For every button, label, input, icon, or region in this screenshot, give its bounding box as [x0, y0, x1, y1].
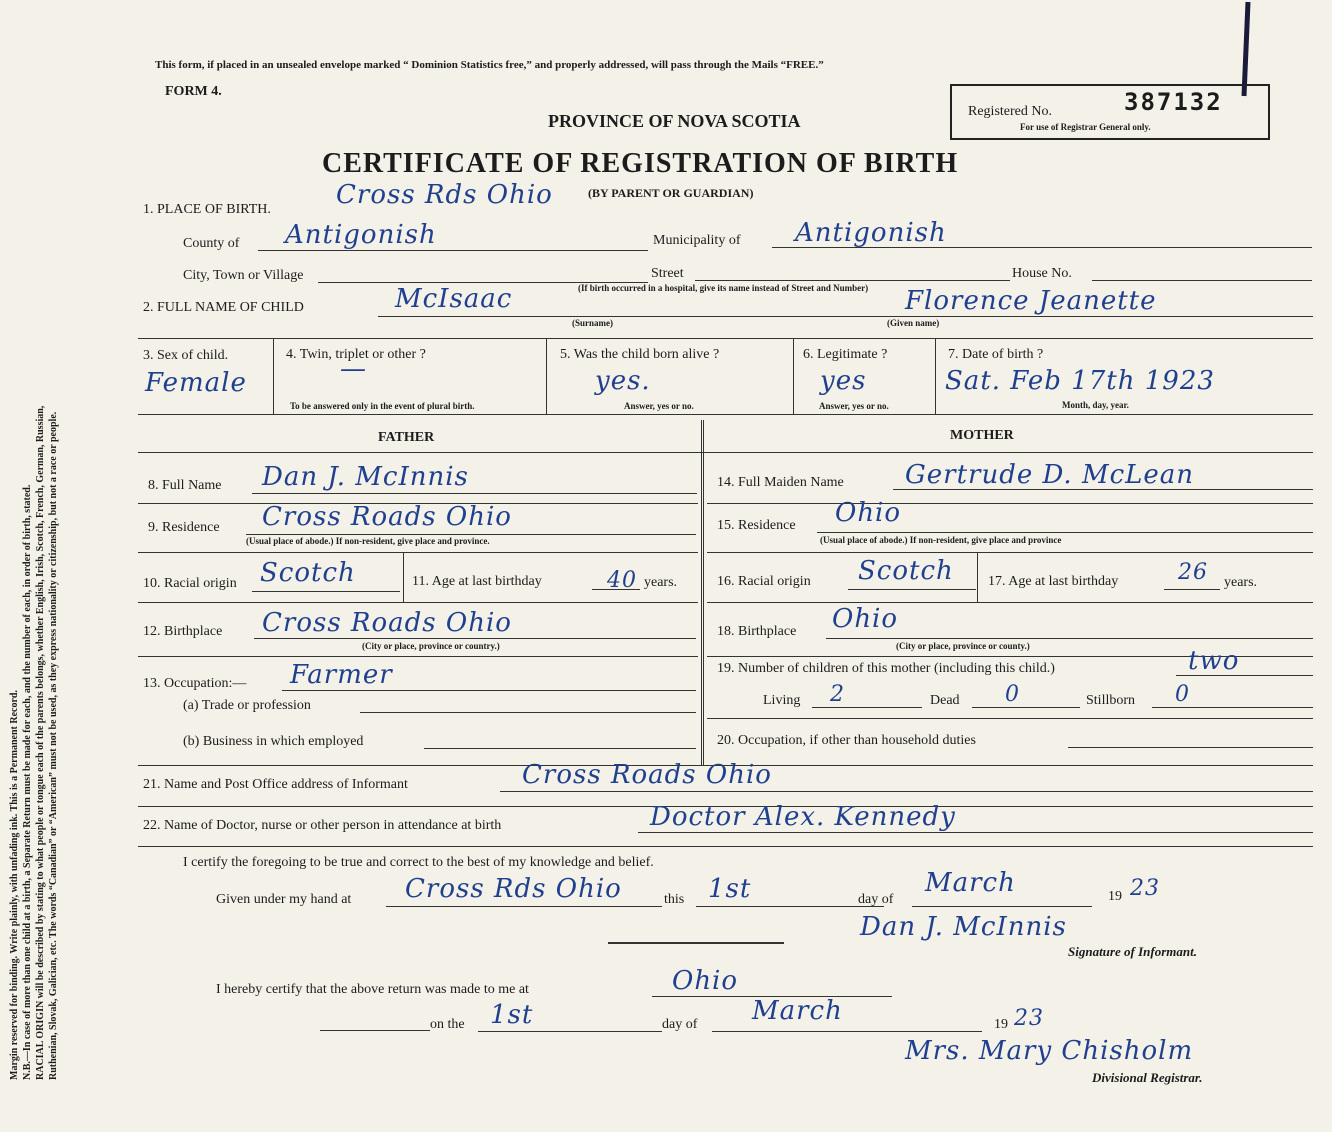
margin-note-4: Ruthenian, Slovak, Galician, etc. The words “Canadian” or “American” must not be used, as they express nationality or citizenship, but not a race or people.: [48, 411, 59, 1080]
stillborn-label: Stillborn: [1086, 693, 1136, 708]
registered-label: Registered No.: [968, 104, 1052, 119]
year-prefix-2: 19: [994, 1017, 1008, 1032]
father-age-value: 40: [607, 568, 637, 593]
returned-day-value: 1st: [490, 1000, 534, 1030]
children-label: 19. Number of children of this mother (including this child.): [717, 661, 1055, 676]
surname-value: McIsaac: [395, 284, 513, 314]
top-notice: This form, if placed in an unsealed envelope marked “ Dominion Statistics free,” and properly addressed, will pass through the Mails “FREE.”: [155, 59, 824, 71]
place-of-birth-value: Cross Rds Ohio: [336, 180, 553, 210]
by-parent: (BY PARENT OR GUARDIAN): [588, 186, 754, 200]
day-of-label: day of: [858, 892, 894, 907]
given-name-label: (Given name): [887, 318, 940, 328]
returned-year-value: 23: [1014, 1006, 1044, 1031]
father-bp-value: Cross Roads Ohio: [262, 608, 512, 638]
father-bp-note: (City or place, province or country.): [362, 641, 500, 651]
mother-name-label: 14. Full Maiden Name: [717, 475, 844, 490]
father-name-label: 8. Full Name: [148, 478, 222, 493]
hospital-note: (If birth occurred in a hospital, give its name instead of Street and Number): [578, 283, 869, 293]
county-label: County of: [183, 236, 240, 251]
street-label: Street: [651, 266, 684, 281]
informant-label: 21. Name and Post Office address of Informant: [143, 777, 408, 792]
father-abode-note: (Usual place of abode.) If non-resident, give place and province.: [246, 536, 490, 546]
hereby-text: I hereby certify that the above return was made to me at: [216, 982, 529, 997]
mother-bp-value: Ohio: [832, 604, 899, 634]
father-bp-label: 12. Birthplace: [143, 624, 223, 639]
full-name-child-label: 2. FULL NAME OF CHILD: [143, 300, 304, 315]
father-years: years.: [644, 575, 678, 590]
day-of-label-2: day of: [662, 1017, 698, 1032]
informant-value: Cross Roads Ohio: [522, 760, 772, 790]
father-occ-label: 13. Occupation:—: [143, 676, 247, 691]
returned-at-value: Ohio: [672, 966, 739, 996]
city-label: City, Town or Village: [183, 268, 304, 283]
margin-note-2: N.B.—In case of more than one child at a birth, a Separate Return must be made for each, and the number of each, in order of birth, stated.: [22, 484, 33, 1080]
given-name-value: Florence Jeanette: [905, 286, 1157, 316]
given-day-value: 1st: [708, 874, 752, 904]
legitimate-value: yes: [820, 366, 867, 396]
mother-heading: MOTHER: [950, 428, 1014, 443]
business-label: (b) Business in which employed: [183, 734, 364, 749]
born-alive-value: yes.: [595, 366, 651, 396]
born-alive-note: Answer, yes or no.: [624, 401, 694, 411]
dob-label: 7. Date of birth ?: [948, 347, 1044, 362]
mother-bp-label: 18. Birthplace: [717, 624, 797, 639]
dob-value: Sat. Feb 17th 1923: [945, 366, 1215, 396]
house-no-label: House No.: [1012, 266, 1072, 281]
mother-race-label: 16. Racial origin: [717, 574, 811, 589]
born-alive-label: 5. Was the child born alive ?: [560, 347, 720, 362]
father-race-value: Scotch: [260, 558, 356, 588]
margin-notes: [8, 10, 60, 1080]
year-prefix-1: 19: [1108, 889, 1122, 904]
margin-note-3: RACIAL ORIGIN will be described by stating to what people or tongue each of the parents belongs, whether English, Irish, Scotch, French, German, Russian,: [35, 405, 46, 1080]
legitimate-label: 6. Legitimate ?: [803, 347, 888, 362]
given-under-label: Given under my hand at: [216, 892, 352, 907]
dead-value: 0: [1005, 682, 1020, 707]
given-month-value: March: [925, 868, 1016, 898]
mother-abode-note: (Usual place of abode.) If non-resident, give place and province: [820, 535, 1062, 545]
registrar-signature: Mrs. Mary Chisholm: [905, 1036, 1194, 1066]
mother-age-label: 17. Age at last birthday: [988, 574, 1119, 589]
province-heading: PROVINCE OF NOVA SCOTIA: [548, 111, 801, 131]
mother-res-label: 15. Residence: [717, 518, 796, 533]
father-age-label: 11. Age at last birthday: [412, 574, 542, 589]
mother-bp-note: (City or place, province or county.): [896, 641, 1030, 651]
twin-value: —: [340, 354, 367, 384]
county-value: Antigonish: [285, 220, 437, 250]
on-the-label: on the: [430, 1017, 465, 1032]
page-title: CERTIFICATE OF REGISTRATION OF BIRTH: [322, 148, 959, 179]
father-race-label: 10. Racial origin: [143, 576, 237, 591]
living-label: Living: [763, 693, 801, 708]
mother-years: years.: [1224, 575, 1258, 590]
father-res-label: 9. Residence: [148, 520, 220, 535]
father-heading: FATHER: [378, 430, 435, 445]
father-name-value: Dan J. McInnis: [262, 462, 469, 492]
given-year-value: 23: [1130, 876, 1160, 901]
mother-occ-label: 20. Occupation, if other than household duties: [717, 733, 976, 748]
returned-month-value: March: [752, 996, 843, 1026]
trade-label: (a) Trade or profession: [183, 698, 311, 713]
municipality-label: Municipality of: [653, 233, 741, 248]
divisional-registrar-label: Divisional Registrar.: [1092, 1070, 1203, 1085]
children-value: two: [1188, 646, 1240, 676]
twin-label: 4. Twin, triplet or other ?: [286, 347, 426, 362]
sex-label: 3. Sex of child.: [143, 348, 229, 363]
doctor-value: Doctor Alex. Kennedy: [650, 802, 956, 832]
municipality-value: Antigonish: [795, 218, 947, 248]
sex-value: Female: [145, 368, 247, 398]
margin-note-1: Margin reserved for binding. Write plainly, with unfading ink. This is a Permanent Record.: [9, 690, 20, 1080]
mother-age-value: 26: [1178, 560, 1208, 585]
twin-note: To be answered only in the event of plural birth.: [290, 401, 475, 411]
mother-race-value: Scotch: [858, 556, 954, 586]
father-res-value: Cross Roads Ohio: [262, 502, 512, 532]
registered-note: For use of Registrar General only.: [1020, 122, 1151, 132]
this-label: this: [664, 892, 685, 907]
dob-note: Month, day, year.: [1062, 400, 1129, 410]
mother-name-value: Gertrude D. McLean: [905, 460, 1195, 490]
registration-box: [950, 84, 1270, 140]
signature-informant-label: Signature of Informant.: [1068, 944, 1197, 959]
father-occ-value: Farmer: [290, 660, 393, 690]
form-number: FORM 4.: [165, 84, 222, 99]
surname-label: (Surname): [572, 318, 613, 328]
living-value: 2: [830, 682, 845, 707]
legitimate-note: Answer, yes or no.: [819, 401, 889, 411]
doctor-label: 22. Name of Doctor, nurse or other person in attendance at birth: [143, 818, 502, 833]
mother-res-value: Ohio: [835, 498, 902, 528]
registered-number: 387132: [1124, 88, 1223, 116]
informant-signature: Dan J. McInnis: [860, 912, 1067, 942]
given-at-value: Cross Rds Ohio: [405, 874, 622, 904]
place-of-birth-label: 1. PLACE OF BIRTH.: [143, 202, 271, 217]
dead-label: Dead: [930, 693, 960, 708]
stillborn-value: 0: [1175, 682, 1190, 707]
certify-text: I certify the foregoing to be true and correct to the best of my knowledge and belief.: [183, 855, 654, 870]
